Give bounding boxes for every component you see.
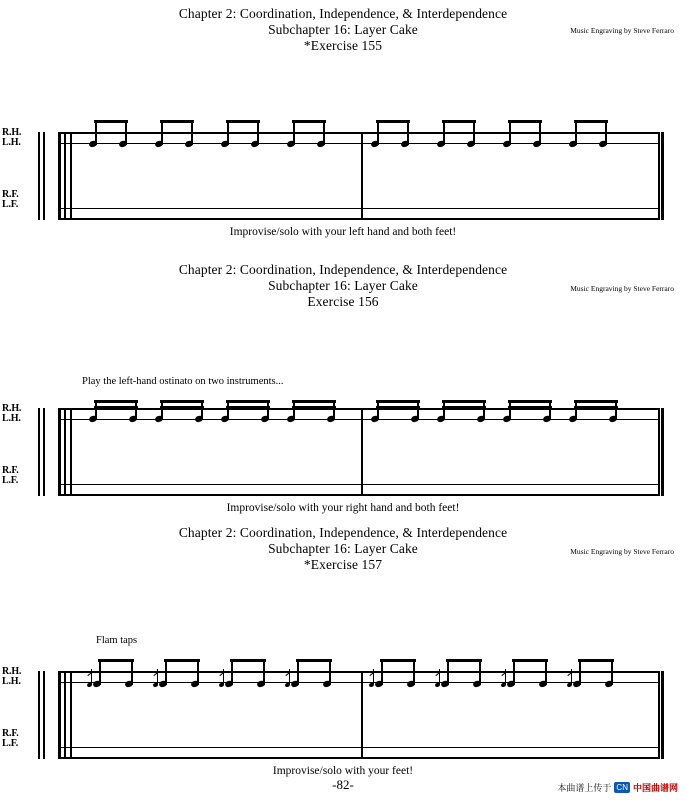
watermark-badge: CN: [616, 783, 628, 792]
staff-labels-lower: [2, 729, 19, 749]
system-left-edge-bars: [36, 671, 50, 759]
beam: [164, 659, 200, 662]
beam: [574, 400, 618, 403]
label-right-hand: R.H.: [2, 665, 22, 677]
label-left-hand: L.H.: [2, 412, 21, 424]
staff-labels-lower: [2, 466, 19, 486]
page-number: -82-: [332, 776, 354, 792]
staff-inner-line-top: [58, 419, 660, 420]
measure-barline: [361, 671, 363, 759]
exercise-title-number: *Exercise 157: [303, 556, 383, 572]
label-left-hand: L.H.: [2, 136, 21, 148]
beam: [98, 659, 134, 662]
watermark-text: 本曲谱上传于: [557, 783, 612, 793]
beam: [296, 659, 332, 662]
exercise-block-155: [0, 0, 686, 252]
label-right-foot: R.F.: [2, 464, 19, 476]
staff-inner-line-top: [58, 143, 660, 144]
beam: [160, 120, 194, 123]
staff-inner-line-bottom: [58, 208, 660, 209]
exercise-title-subchapter: Subchapter 16: Layer Cake: [268, 277, 418, 293]
staff-labels-lower: [2, 190, 19, 210]
exercise-titles-156: [0, 252, 686, 310]
exercise-caption: Improvise/solo with your feet!: [272, 764, 414, 777]
beam: [442, 400, 486, 403]
beam: [442, 120, 476, 123]
label-left-foot: L.F.: [2, 198, 19, 210]
site-watermark: [557, 781, 678, 794]
beam: [376, 120, 410, 123]
beam: [230, 659, 266, 662]
system-left-edge-bars: [36, 132, 50, 220]
beam: [226, 400, 270, 403]
beam: [292, 400, 336, 403]
system-end-barline: [656, 132, 664, 220]
engraver-credit: Music Engraving by Steve Ferraro: [570, 284, 674, 293]
staff-labels-upper: [2, 404, 21, 424]
music-system-155: [2, 110, 664, 222]
beam: [380, 659, 416, 662]
staff-box: [58, 132, 660, 220]
engraver-credit: Music Engraving by Steve Ferraro: [570, 26, 674, 35]
system-start-barline: [58, 408, 78, 496]
staff-inner-line-bottom: [58, 747, 660, 748]
system-left-edge-bars: [36, 408, 50, 496]
exercise-title-subchapter: Subchapter 16: Layer Cake: [268, 21, 418, 37]
beam: [376, 400, 420, 403]
exercise-caption: Improvise/solo with your left hand and both feet!: [229, 225, 457, 238]
label-right-foot: R.F.: [2, 727, 19, 739]
exercise-block-156: [0, 252, 686, 515]
watermark-site: 中国曲谱网: [632, 783, 678, 793]
exercise-title-subchapter: Subchapter 16: Layer Cake: [268, 540, 418, 556]
music-system-156: [2, 375, 664, 498]
beam: [574, 120, 608, 123]
exercise-titles-157: [0, 515, 686, 573]
exercise-title-number: Exercise 156: [307, 293, 379, 309]
measure-barline: [361, 408, 363, 496]
staff-inner-line-bottom: [58, 484, 660, 485]
staff-labels-upper: [2, 128, 21, 148]
beam: [160, 400, 204, 403]
label-right-hand: R.H.: [2, 402, 22, 414]
staff-performance-note: Flam taps: [96, 634, 138, 646]
beam: [292, 120, 326, 123]
staff-inner-line-top: [58, 682, 660, 683]
beam: [94, 120, 128, 123]
staff-labels-upper: [2, 667, 21, 687]
beam: [578, 659, 614, 662]
label-left-hand: L.H.: [2, 675, 21, 687]
beam: [512, 659, 548, 662]
beam: [508, 120, 542, 123]
exercise-title-chapter: Chapter 2: Coordination, Independence, & Interdependence: [178, 6, 508, 21]
exercise-title-chapter: Chapter 2: Coordination, Independence, & Interdependence: [178, 262, 508, 277]
label-right-hand: R.H.: [2, 126, 22, 138]
measure-barline: [361, 132, 363, 220]
staff-performance-note: Play the left-hand ostinato on two instruments...: [82, 375, 284, 387]
beam: [446, 659, 482, 662]
beam: [226, 120, 260, 123]
staff-box: [58, 671, 660, 759]
beam: [508, 400, 552, 403]
beam: [94, 400, 138, 403]
system-start-barline: [58, 132, 78, 220]
label-left-foot: L.F.: [2, 737, 19, 749]
staff-box: [58, 408, 660, 496]
music-system-157: [2, 634, 664, 761]
label-right-foot: R.F.: [2, 188, 19, 200]
system-end-barline: [656, 671, 664, 759]
exercise-caption: Improvise/solo with your right hand and both feet!: [226, 501, 460, 514]
system-start-barline: [58, 671, 78, 759]
system-end-barline: [656, 408, 664, 496]
label-left-foot: L.F.: [2, 474, 19, 486]
exercise-title-number: *Exercise 155: [303, 37, 383, 53]
engraver-credit: Music Engraving by Steve Ferraro: [570, 547, 674, 556]
exercise-title-chapter: Chapter 2: Coordination, Independence, & Interdependence: [178, 525, 508, 540]
